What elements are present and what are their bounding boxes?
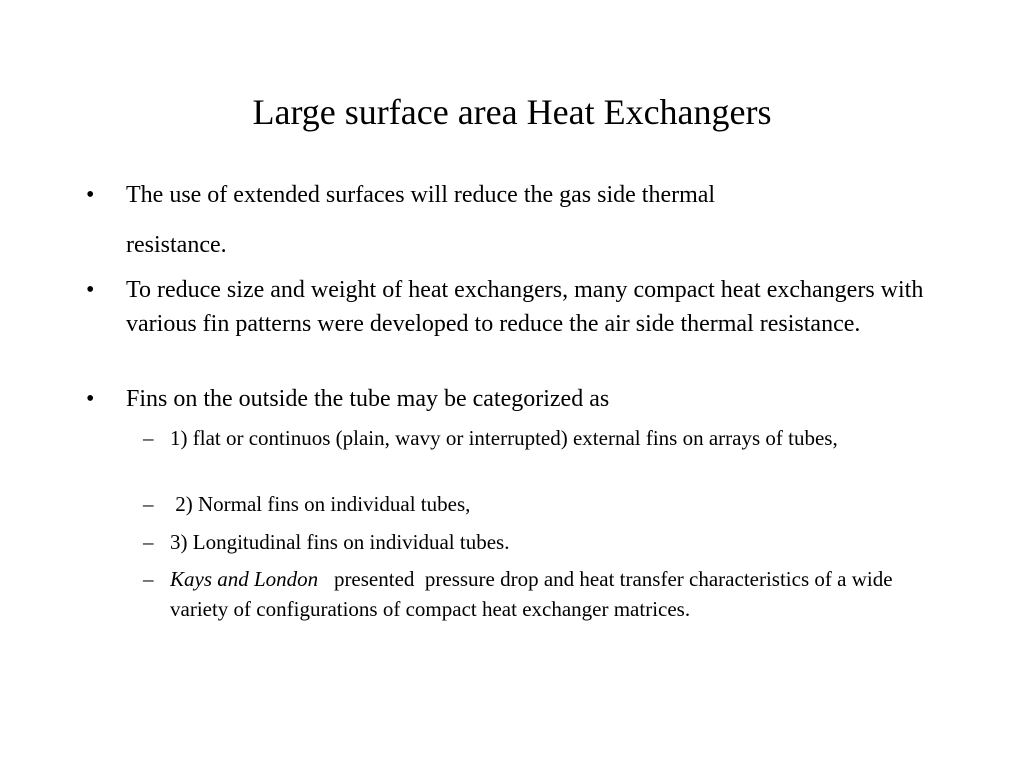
slide-title: Large surface area Heat Exchangers <box>252 92 772 132</box>
sub-bullet-marker: – <box>143 492 154 516</box>
bullet-marker: • <box>86 277 95 303</box>
sub-bullet-marker: – <box>143 426 154 450</box>
author-names: Kays and London <box>170 567 319 591</box>
bullet-text: The use of extended surfaces will reduce the gas side thermal <box>126 182 716 208</box>
bullet-text: Fins on the outside the tube may be categorized as <box>126 386 610 412</box>
sub-bullet-marker: – <box>143 567 154 591</box>
bullet-text: To reduce size and weight of heat exchangers, many compact heat exchangers with various fin patterns were developed to reduce the air side thermal resistance. <box>126 277 924 337</box>
sub-bullet-text: 1) flat or continuos (plain, wavy or interrupted) external fins on arrays of tubes, <box>170 426 838 450</box>
bullet-marker: • <box>86 182 95 208</box>
sub-bullet-text-rest: presented pressure drop and heat transfer characteristics of a wide variety of configurations of compact heat exchanger matrices. <box>170 567 898 621</box>
sub-bullet-text: 2) Normal fins on individual tubes, <box>170 492 471 516</box>
bullet-marker: • <box>86 386 95 412</box>
sub-bullet-text: 3) Longitudinal fins on individual tubes. <box>170 530 510 554</box>
sub-bullet-text <box>170 564 950 624</box>
bullet-text-continuation: resistance. <box>126 232 227 258</box>
sub-bullet-marker: – <box>143 530 154 554</box>
